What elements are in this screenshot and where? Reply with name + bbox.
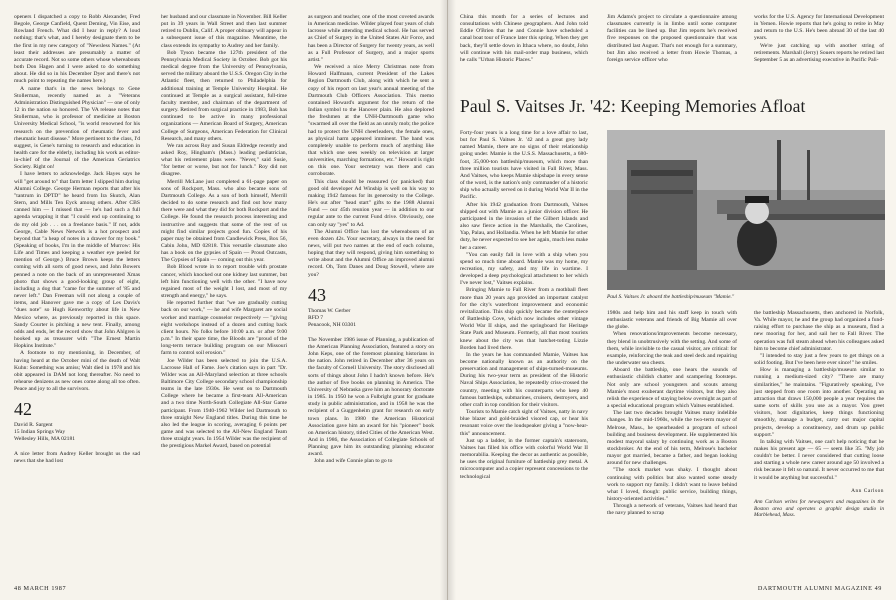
paragraph: Joe Wilder has been selected to join the U.S.A. Lacrosse Hall of Fame. Joe's citation says in part "Dr. Wilder was an All-Maryland selection at three schools Baltimore City College secondary school championship teams in the late 1930s. He went on to Dartmouth College where he became a first-team All-American and a two time North-South Collegiate All-Star Game participant. From 1940-1962 Wilder led Dartmouth to three straight New England titles. During this time he also led the league in scoring, averaging 6 points per game and was selected to the All-New England Team three straight years. In 1954 Wilder was the recipient of the prestigious Markel Award, based on potential (161, 357, 287, 450)
secretary-street: 15 Indian Springs Way (14, 429, 66, 436)
page-folio: DARTMOUTH ALUMNI MAGAZINE 49 (757, 585, 882, 592)
paragraph: "You can easily fall in love with a ship when you spend so much time aboard. Mamie was my home, my recreation, my safety, and my life in wartime. I developed a deep psychological attachment to her which I've never lost," Vaitses explains. (460, 251, 588, 287)
article-col-3 (754, 310, 884, 519)
paragraph: 1980s and help him and his staff keep in touch with enthusiastic veterans and friends of Big Mamie all over the globe. (607, 310, 737, 331)
paragraph: In talking with Vaitses, one can't help noticing that he makes his present age — 65 — seem like 35. "My job couldn't be better. I never considered that cutting loose and starting a whole new career around age 50 involved a risk because it felt so natural. It never occurred to me that it would be anything but successful." (754, 438, 884, 481)
paragraph: Merrill McLane just completed a 61-page paper on sons of Rockport, Mass. who also became sons of Dartmouth College. As a son of both himself, Merrill decided to do some research and find out how many there were and what they did for both Rockport and the College. He found the research process interesting and instructive and suggests that some of the rest of us might find similar projects good fun. Copies of his paper may be obtained from Candlewick Press, Box 56, Cabin John, MD 02818. This versatile classmate also has a book on the gypsies of Spain — Proud Outcasts, The Gypsies of Spain — coming out this year. (161, 178, 287, 264)
secretary-address (14, 422, 140, 443)
secretary-name: David R. Sargent (14, 422, 53, 429)
paragraph: We ran across Roy and Susan Eldredge recently and asked Roy, Hingham's (Mass.) leading pediatrician, what his retirement plans were. "Never," said Susie, "for better or worse, but not for lunch." Roy did not disagree. (161, 142, 287, 178)
article-col-2 (607, 310, 737, 518)
paragraph: I have letters to acknowledge. Jack Hayes says he will "get around to" that farm letter I slipped him during Alumni College. George Herman reports that after his "tantrum in DPTD" he heard from Ira Skutch, Alan Stern, and Mills Ten Eyck among others. After CBS canned him — I missed that — he's had such a full agenda wrapping it that "I could end up continuing to do my old job . . . on a freelance basis." If not, adds George, Cable News Network is a hot prospect and beyond that "a heap of notes in a drawer for my book." (Speaking of books, I'm in the middle of Murrow: His Life and Times and keeping a weather eye peeled for mention of George.) Bruce Brown keeps the letters coming with all sorts of good news, and John Bowers penned a note on the back of an unrepresented Xmas photo that shows a good-looking group of eight, including a dog that "came for the summer of '85 and never left." Dan Freeman will not along a couple of items, and Hanover gave me a copy of Les Davis's "dues note" so Hugh Kenworthy about life in New Mexico where, as previously reported in this space. Sandy Courter is pitching a new tent. Finally, among odds and ends, let the record show that John Ahlgren is hooked up as treasurer with "The Ernest Martin Hopkins Institute." (14, 171, 140, 350)
paragraph: China this month for a series of lectures and consultations with Chinese geographers. And John told Eddie O'Brien that he and Connie have scheduled a canal boat tour of France later this spring. When they get back, they'll settle down in Ithaca where, no doubt, John will continue with his mail-order map business, which he calls "Urban Historic Places." (460, 14, 588, 63)
paragraph: works for the U.S. Agency for International Development in Yemen. Howie reports that he's going to retire in May and return to the U.S. He's been abroad 30 of the last 40 years. (754, 14, 884, 42)
left-col-3 (308, 14, 434, 466)
author-note: Ann Carlson writes for newspapers and magazines in the Boston area and operates a graphic design studio in Marblehead, Mass. (754, 498, 884, 519)
paragraph: openers I dispatched a copy to Robb Alexander, Fred Begole, George Canfield, Quent Deming, Vin Eise, and Rowland French. What did I hear in reply? A loud nothing; that's what, and I hereby designate them to be the first in my new category of "Newsless Names." (At least their addresses are presumably a matter of accurate record. Not so some others whose whereabouts both Don Hagen and I were asked to do something about. He did so in his December Dyer and there's not much point to repeating the names here.) (14, 14, 140, 85)
paragraph: Bob Tyson became the 127th president of the Pennsylvania Medical Society in October. Bob got his medical degree from the University of Pennsylvania, served the military aboard the U.S.S. Oregon City in the Atlantic fleet, then returned to Philadelphia for additional training at Temple University Hospital. He continued at Temple as a surgical assistant, full-time faculty member, and chairman of the department of surgery. Retired from surgical practice in 1983, Bob has continued to be active in many professional organizations — American Board of Surgery, American College of Surgeons, American Federation for Clinical Research, and many others. (161, 49, 287, 142)
right-page (448, 0, 896, 600)
paragraph: The Alumni Office has lost the whereabouts of an even dozen 42s. Your secretary, always in the need for news, will put two names at the end of each column, hoping that they will respond, giving him something to write about and the Alumni Office an improved alumni record. Oh, Tom Danes and Doug Stowell, where are you? (308, 228, 434, 278)
left-col-1 (14, 14, 140, 466)
photo (607, 130, 885, 290)
paragraph: The November 1986 issue of Planning, a publication of the American Planning Association, featured a story on John Keps, one of the foremost planning historians in the nation. John retired in December after 36 years on the faculty of Cornell University. The story disclosed all sorts of things about John I hadn't known before. He's the author of five books on planning in America. The University of Nebraska gave him an honorary doctorate in 1985. In 1950 he won a Fulbright grant for graduate study in public administration, and in 1958 he was the recipient of a Guggenheim grant for research on early town plans. In 1980 the American Historical Association gave him an award for his "pioneer" book on American history, titled Cities of the American West. And in 1986, the Association of Collegiate Schools of Planning gave him its outstanding planning educator award. (308, 336, 434, 458)
paragraph: Bringing Mamie to Fall River from a mothball fleet more than 20 years ago provided an important catalyst for the city's waterfront improvement and economic revitalization. This ship quickly became the centerpiece of Battleship Cove, which now includes other vintage World War II ships, and the springboard for Heritage State Park and Museum. Formerly, all that most tourists knew about the city was that hatchet-toting Lizzie Borden had lived there. (460, 287, 588, 351)
paragraph: Aboard the battleship, one hears the sounds of enthusiastic childish chatter and scampering footsteps. Not only are school youngsters and scouts among Mamie's most exuberant daytime visitors, but they also relish the experience of staying below overnight as part of a special educational program which Vaitses established. (607, 367, 738, 410)
paragraph: Through a network of veterans, Vaitses had heard that the navy planned to scrap (607, 503, 737, 517)
secretary-city: Penacook, NH 03301 (308, 321, 357, 328)
page-folio: 48 MARCH 1987 (14, 585, 67, 592)
paragraph: How is managing a battleship/museum similar to running a medium-sized city? "There are many similarities," he maintains. "Figuratively speaking, I've just stepped from one room into another. Operating an attraction that draws 150,000 people a year requires the same sorts of skills you use as a mayor. You greet visitors, host dignitaries, keep things functioning smoothly, manage a budget, carry out major capital projects, develop a constituency, and drum up public support." (754, 367, 884, 438)
secretary-city: Wellesley Hills, MA 02181 (14, 436, 76, 443)
paragraph: Bob Blood wrote in to report trouble with prostate cancer, which knocked out one kidney last summer, but left him functioning well with the other. "I have now regained most of the weight I lost, and most of my strength and energy," he says. (161, 264, 287, 300)
secretary-address (308, 308, 434, 329)
paragraph: A footnote to my mentioning, in December, of having heard at the October mini of the death of Walt Kuhn: Something was amiss; Walt died in 1978 and his obit appeared in DAM not long thereafter. No need to rehearse denizens as new ones come along all too often. Peace and joy to all the survivors. (14, 350, 140, 393)
paragraph: John and wife Connie plan to go to (314, 458, 393, 465)
paragraph: the battleship Massachusetts, then anchored in Norfolk, Va. While mayor, he and the group had organized a fund-raising effort to purchase the ship as a museum, find a new mooring for her, and sail her to Fall River. The operation was full steam ahead when his colleagues asked him to become chief administrator. (754, 310, 884, 352)
secretary-street: RFD 7 (308, 314, 324, 321)
paragraph: This class should be reassured (or panicked) that good old developer Ad Winship is well on his way to making 1942 famous for its generosity to the College. He's out after "head start" gifts to the 1988 Alumni Fund — our 45th reunion year — in addition to our regular ante to the current Fund drive. Obviously, one can only say "yes" to Ad. (308, 178, 434, 228)
paragraph: A nice letter from Audrey Keller brought us the sad news that she had lost (14, 451, 140, 465)
paragraph: as surgeon and teacher, one of the most coveted awards in American medicine. Wilder played four years of club lacrosse while attending medical school. He has served as Chief of Surgery in the United States Air Force, and has been a Director of Surgery for twenty years, as well as a Full Professor of Surgery, and a major sports artist." (308, 14, 434, 63)
paragraph: "The stock market was shaky. I thought about continuing with politics but also wanted some steady work to support my family. I didn't want to leave behind what I loved, though: public service, building things, history-oriented activities." (607, 467, 737, 503)
paragraph: In the years he has commanded Mamie, Vaitses has become nationally known as an authority on the preservation and management of ships-turned-museums. During his two-year term as president of the Historic Naval Ships Association, he repeatedly criss-crossed the country, meeting with his counterparts who keep 40 famous battleships, submarines, cruisers, destroyers, and other craft in top condition for their visitors. (460, 351, 588, 408)
article-headline: Paul S. Vaitses Jr. '42: Keeping Memories Afloat (460, 96, 806, 116)
class-year-heading: 42 (14, 399, 32, 420)
photo-caption: Paul S. Vaitses Jr. aboard the battleship/museum "Mamie." (607, 294, 735, 300)
paragraph: Forty-four years is a long time for a love affair to last, but for Paul S. Vaitses Jr. '42 and a great grey lady named Mamie, there are no signs of their relationship going under. Mamie is the U.S.S. Massachusetts, a 680-foot, 35,000-ton battleship/museum, which more than three million tourists have visited in Fall River, Mass. And Vaitses, who keeps Mamie shipshape in every sense of the word, is the nation's only commander of a historic ship who actually served on it during World War II in the Pacific. (460, 130, 588, 201)
secretary-name: Thomas W. Gerber (308, 307, 351, 314)
paragraph: Just up a ladder, in the former captain's stateroom, Vaitses has filled his office with colorful World War II memorabilia. Keeping the decor as authentic as possible, he uses the original furniture of battleship grey metal. A microcomputer and a copier represent concessions to the technological (460, 437, 588, 480)
paragraph: her husband and our classmate in November. Bill Keller put in 39 years in Wall Street and then last summer retired to Dublin, Calif. A proper obituary will appear in a subsequent issue of this magazine. Meantime, the class extends its sympathy to Audrey and her family. (161, 14, 287, 49)
paragraph: Tourists to Mamie catch sight of Vaitses, natty in navy blue blazer and gold-braided visored cap, or hear his resonant voice over the loudspeaker giving a "now-hear-this" announcement. (460, 409, 588, 437)
paragraph: Jim Adams's project to circulate a questionnaire among classmates currently is in limbo until some computer facilities can be lined up. But Jim reports he's received five responses on the proposed questionnaire that was distributed last August. That's not enough for a summary, but Jim also received a letter from Howie Thomas, a foreign service officer who (607, 14, 737, 63)
author-byline: Ann Carlson (851, 487, 884, 494)
paragraph: "I intended to stay just a few years to get things on a solid footing. But I've been here ever since!" he smiles. (754, 352, 884, 367)
article-col-1 (460, 130, 588, 481)
class-year-heading: 43 (308, 284, 326, 305)
paragraph: He reported further that "we are gradually cutting back on our work," — he and wife Margaret are social worker and marriage counselor respectively — "giving eight workshops instead of a dozen and cutting back client hours. No folks before 10:00 a.m. or after 9:00 p.m." In their spare time, the Bloods are "proud of the long-term terrace building program on our Missouri farm to control soil erosion." (161, 300, 287, 357)
right-col-1 (460, 14, 588, 64)
battleship-photo-illustration (607, 130, 885, 290)
left-col-2 (161, 14, 287, 451)
paragraph: After his 1942 graduation from Dartmouth, Vaitses shipped out with Mamie as a junior division officer. He participated in the invasion of the Gilbert Islands and also saw fierce action in the Marshalls, the Carolines, Yap, Palau, and Hollandia. When he left Mamie for other duty, he never expected to see her again, much less make her a career. (460, 201, 588, 251)
paragraph: A name that's in the news belongs to Gene Stollerman, recently named as a "Veterans Administration Distinguished Physician" — one of only 12 in the nation so honored. The VA release notes that Stollerman, who is professor of medicine at Boston University Medical School, "is world renowned for his research on the prevention of rheumatic fever and rheumatic heart disease." More pertinent to the class, I'd suggest, is Gene's turning to research and education in health care for the elderly, including his work as editor-in-chief of the Journal of the American Geriatrics Society. Right on! (14, 85, 140, 171)
paragraph: We received a nice Merry Christmas note from Howard Halfmann, current President of the Lakes Region Dartmouth Club, along with which he sent a copy of his report on last year's annual meeting of the Dartmouth Club Officers Association. This memo contained Howard's argument for the return of the Indian symbol to the Hanover plain. He also deplored the freshmen at the UNH-Dartmouth game who "swarmed all over the field as an unruly mob; the police had to protect the UNH cheerleaders, the female ones, as physical harm appeared imminent. The band was completely unable to perform much of anything like that which one sees weekly on television at larger universities, marching formations, etc." Howard is right on this one. Your secretary was there and can corroborate. (308, 64, 434, 178)
paragraph: When renovations/improvements become necessary, they blend in unobtrusively with the setting. And some of them, while invisible to the casual visitor, are critical: for example, reinforcing the teak and steel deck and repairing the underwater sea chests. (607, 331, 737, 367)
paragraph: The last two decades brought Vaitses many indelible changes. In the mid-1960s, while the two-term mayor of Melrose, Mass., he spearheaded a program of school building and business development. He supplemented his modest mayoral salary by continuing work as a Boston stockbroker. At the end of his term, Melrose's bachelor mayor got married, became a father, and began looking around for new challenges. (607, 410, 737, 467)
paragraph: We're just catching up with another string of retirements. Marshall (Jerry) Souers reports he retired last September 5 as an advertising executive in Pacific Pali- (754, 42, 884, 63)
right-col-3 (754, 14, 884, 64)
right-col-2 (607, 14, 737, 64)
